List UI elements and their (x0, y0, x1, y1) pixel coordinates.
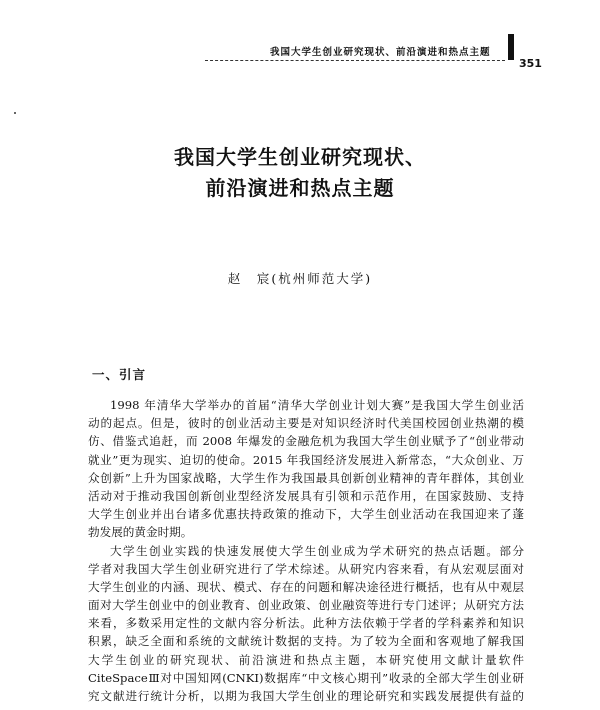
title-line-1: 我国大学生创业研究现状、 (174, 145, 426, 169)
paragraph-2 (88, 542, 524, 706)
text-line: 大学生创业的内涵、现状、模式、存在的问题和解决途径进行概括，也有从中观层 (88, 579, 524, 594)
page-number: 351 (519, 57, 542, 70)
text-line: 勃发展的黄金时期。 (88, 525, 193, 540)
text-line: 究文献进行统计分析，以期为我国大学生创业的理论研究和实践发展提供有益的 (88, 689, 524, 703)
text-line: 动的起点。但是，彼时的创业活动主要是对知识经济时代美国校园创业热潮的模 (88, 416, 524, 431)
body-text (88, 396, 524, 705)
text-line: 1998 年清华大学举办的首届“清华大学创业计划大赛”是我国大学生创业活 (110, 398, 524, 412)
text-line: 仿、借鉴式追赶，而 2008 年爆发的金融危机为我国大学生创业赋予了“创业带动 (88, 434, 524, 449)
running-head: 我国大学生创业研究现状、前沿演进和热点主题 (270, 47, 491, 58)
text-line: 众创新”上升为国家战略，大学生作为我国最具创新创业精神的青年群体，其创业 (88, 470, 524, 485)
text-line: 来看，多数采用定性的文献内容分析法。此种方法依赖于学者的学科素养和知识 (88, 616, 524, 631)
text-line: 就业”更为现实、迫切的使命。2015 年我国经济发展进入新常态，“大众创业、万 (88, 452, 524, 467)
scan-speck (14, 112, 16, 114)
text-line: 面对大学生创业中的创业教育、创业政策、创业融资等进行专门述评；从研究方法 (88, 598, 524, 613)
title-line-2: 前沿演进和热点主题 (205, 176, 395, 200)
header-bar (508, 34, 514, 60)
text-line: 大学生创业并出台诸多优惠扶持政策的推动下，大学生创业活动在我国迎来了蓬 (88, 507, 524, 522)
section-heading: 一、引言 (92, 367, 147, 382)
text-line: 活动对于推动我国创新创业型经济发展具有引领和示范作用，在国家鼓励、支持 (88, 488, 524, 503)
text-line: CiteSpaceⅢ对中国知网(CNKI)数据库“中文核心期刊”收录的全部大学生创业研 (88, 670, 524, 685)
paragraph-1 (88, 396, 524, 542)
author-line: 赵 宸(杭州师范大学) (227, 271, 373, 286)
text-line: 积累，缺乏全面和系统的文献统计数据的支持。为了较为全面和客观地了解我国 (88, 634, 524, 649)
header-rule (205, 60, 505, 61)
article-title (80, 142, 520, 204)
text-line: 大学生创业的研究现状、前沿演进和热点主题，本研究使用文献计量软件 (88, 652, 524, 667)
text-line: 学者对我国大学生创业研究进行了学术综述。从研究内容来看，有从宏观层面对 (88, 561, 524, 576)
text-line: 大学生创业实践的快速发展使大学生创业成为学术研究的热点话题。部分 (110, 543, 524, 558)
